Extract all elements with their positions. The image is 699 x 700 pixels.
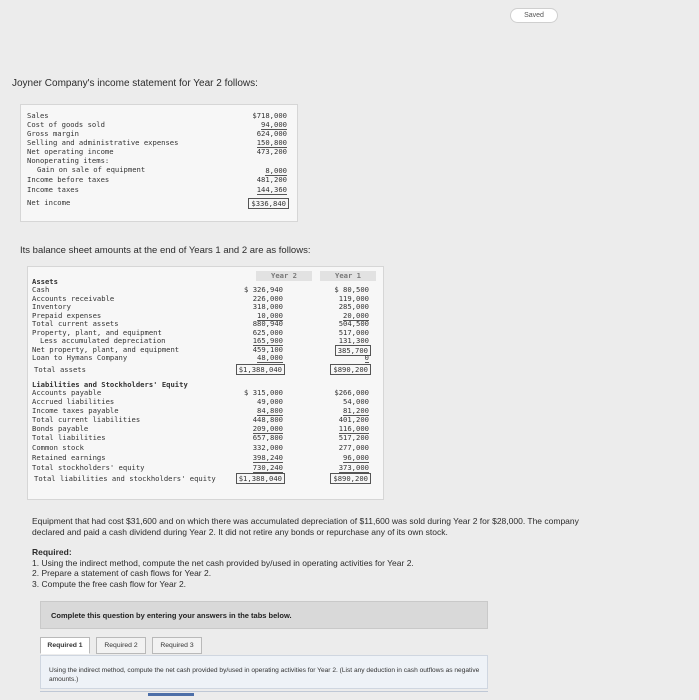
required-section — [32, 547, 414, 589]
year1-value: 517,200 — [338, 433, 369, 442]
col-header-year1: Year 1 — [320, 271, 376, 281]
year2-value: 10,000 — [257, 311, 283, 320]
section-heading: Assets — [32, 277, 58, 286]
required-item: 3. Compute the free cash flow for Year 2. — [32, 578, 187, 589]
balance-sheet — [27, 266, 384, 500]
balance-label: Retained earnings — [32, 453, 106, 462]
required-item: 1. Using the indirect method, compute the net cash provided by/used in operating activities for Year 2. — [32, 557, 414, 568]
year2-value: 226,000 — [252, 294, 283, 303]
income-label: Nonoperating items: — [27, 156, 110, 165]
tab-required-3[interactable]: Required 3 — [152, 637, 202, 654]
balance-label: Property, plant, and equipment — [32, 328, 162, 337]
year1-value: 0 — [364, 353, 369, 362]
year2-value: 84,800 — [257, 406, 283, 415]
balance-label: Prepaid expenses — [32, 311, 102, 320]
income-value: 150,800 — [256, 138, 287, 147]
balance-intro: Its balance sheet amounts at the end of Years 1 and 2 are as follows: — [20, 245, 311, 256]
year2-value: 209,000 — [252, 424, 283, 433]
income-value: 624,000 — [256, 129, 287, 138]
income-value: 94,000 — [261, 120, 287, 129]
year2-value: 657,800 — [252, 433, 283, 442]
income-label: Cost of goods sold — [27, 120, 105, 129]
income-value: 8,000 — [265, 166, 287, 175]
income-label: Income before taxes — [27, 175, 110, 184]
income-label: Income taxes — [27, 185, 79, 194]
year2-value: 48,000 — [257, 353, 283, 362]
year1-value: 81,200 — [343, 406, 369, 415]
balance-label: Cash — [32, 285, 50, 294]
year1-value: 54,000 — [343, 397, 369, 406]
income-label: Sales — [27, 111, 49, 120]
balance-label: Total liabilities — [32, 433, 106, 442]
income-value: 144,360 — [256, 185, 287, 194]
balance-label: Loan to Hymans Company — [32, 353, 128, 362]
balance-label: Less accumulated depreciation — [40, 336, 166, 345]
balance-label: Inventory — [32, 302, 71, 311]
tab-required-2[interactable]: Required 2 — [96, 637, 146, 654]
year1-value: 96,000 — [343, 453, 369, 462]
balance-label: Total current assets — [32, 319, 119, 328]
year2-value: 880,940 — [252, 319, 283, 328]
year1-value: 285,000 — [338, 302, 369, 311]
balance-label: Accrued liabilities — [32, 397, 115, 406]
balance-label: Total liabilities and stockholders' equity — [34, 474, 216, 483]
balance-label: Total stockholders' equity — [32, 463, 145, 472]
year1-value: 116,000 — [338, 424, 369, 433]
income-label: Gain on sale of equipment — [37, 165, 146, 174]
year2-value: 165,900 — [252, 336, 283, 345]
instruction-box: Using the indirect method, compute the net cash provided by/used in operating activities for Year 2. (List any deduction in cash outflows as negative amounts.) — [40, 655, 488, 689]
balance-label: Accounts payable — [32, 388, 102, 397]
income-value: 481,200 — [256, 175, 287, 184]
tab-required-1[interactable]: Required 1 — [40, 637, 90, 654]
year2-value: 318,000 — [252, 302, 283, 311]
year1-value: 131,300 — [338, 336, 369, 345]
year2-value: 332,000 — [252, 443, 283, 452]
year1-value: 277,000 — [338, 443, 369, 452]
year1-value: $890,200 — [330, 473, 371, 484]
col-header-year2: Year 2 — [256, 271, 312, 281]
income-label: Selling and administrative expenses — [27, 138, 179, 147]
income-label: Net income — [27, 198, 71, 207]
scroll-indicator — [148, 693, 194, 696]
year1-value: 373,000 — [338, 463, 369, 472]
income-label: Net operating income — [27, 147, 114, 156]
intro-text: Joyner Company's income statement for Year 2 follows: — [12, 78, 258, 89]
year1-value: $ 80,500 — [334, 285, 369, 294]
divider — [40, 691, 488, 692]
complete-banner: Complete this question by entering your answers in the tabs below. — [40, 601, 488, 629]
year2-value: $1,388,040 — [236, 364, 285, 375]
year1-value: 504,500 — [338, 319, 369, 328]
year2-value: 459,100 — [252, 345, 283, 354]
balance-label: Bonds payable — [32, 424, 89, 433]
year1-value: 119,000 — [338, 294, 369, 303]
income-label: Gross margin — [27, 129, 79, 138]
year2-value: 398,240 — [252, 453, 283, 462]
year1-value: 385,700 — [335, 345, 371, 356]
balance-label: Accounts receivable — [32, 294, 115, 303]
year1-value: 517,000 — [338, 328, 369, 337]
year2-value: 448,800 — [252, 415, 283, 424]
saved-badge: Saved — [510, 8, 558, 23]
required-heading: Required: — [32, 547, 72, 557]
balance-label: Income taxes payable — [32, 406, 119, 415]
year2-value: 730,240 — [252, 463, 283, 472]
section-heading: Liabilities and Stockholders' Equity — [32, 380, 188, 389]
balance-label: Total assets — [34, 365, 86, 374]
balance-label: Net property, plant, and equipment — [32, 345, 180, 354]
year2-value: $ 326,940 — [244, 285, 283, 294]
income-value: $718,000 — [252, 111, 287, 120]
year1-value: 401,200 — [338, 415, 369, 424]
balance-label: Common stock — [32, 443, 84, 452]
equipment-note: Equipment that had cost $31,600 and on which there was accumulated depreciation of $11,600 was sold during Year 2 for $28,000. The company declared and paid a cash dividend during Year 2. It did not retire any bonds or repurchase any of its own stock. — [32, 516, 579, 537]
year1-value: $890,200 — [330, 364, 371, 375]
year2-value: $1,388,040 — [236, 473, 285, 484]
year2-value: 49,000 — [257, 397, 283, 406]
year2-value: 625,000 — [252, 328, 283, 337]
required-item: 2. Prepare a statement of cash flows for Year 2. — [32, 568, 212, 578]
income-statement — [20, 104, 298, 222]
income-value: $336,840 — [248, 198, 289, 209]
income-value: 473,200 — [256, 147, 287, 156]
year1-value: $266,000 — [334, 388, 369, 397]
balance-label: Total current liabilities — [32, 415, 141, 424]
year2-value: $ 315,000 — [244, 388, 283, 397]
year1-value: 20,000 — [343, 311, 369, 320]
